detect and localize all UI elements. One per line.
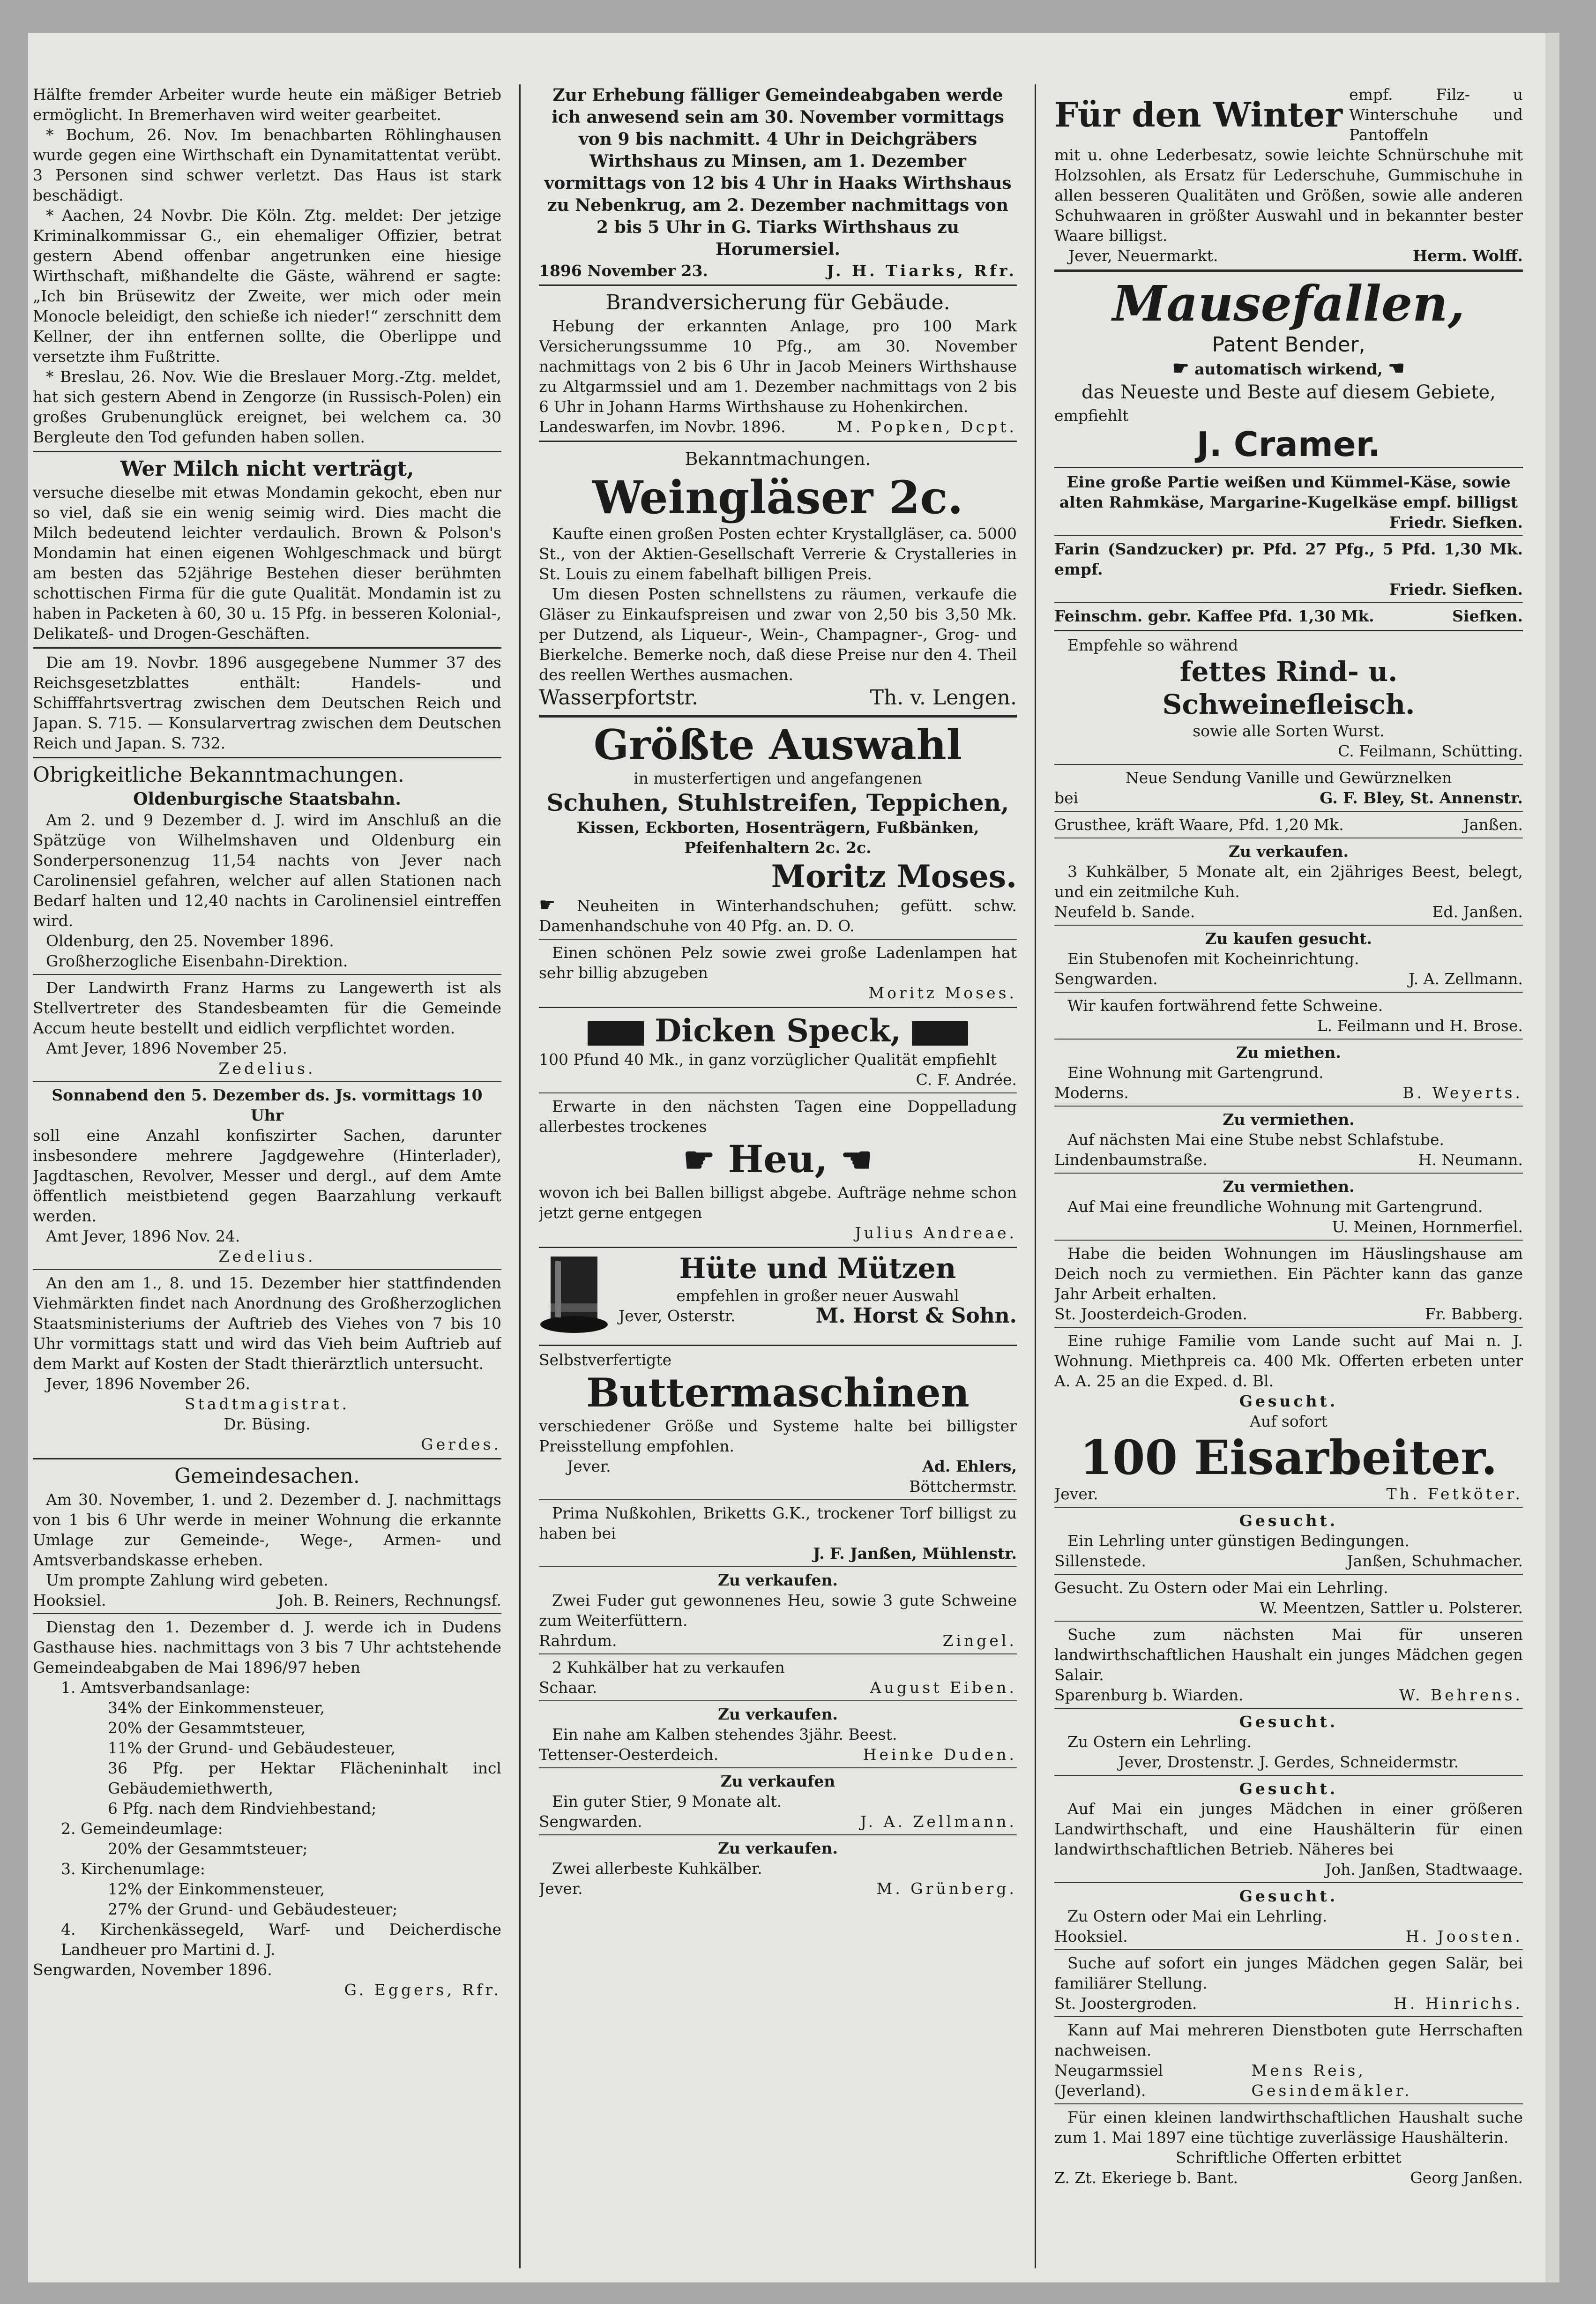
ad-headline: Wer Milch nicht verträgt, — [120, 457, 414, 481]
signature-row — [539, 1456, 1017, 1476]
divider — [33, 1458, 501, 1459]
ad-body: Erwarte in den nächsten Tagen eine Doppelladung allerbestes trockenes — [539, 1097, 1017, 1136]
ad-place: Z. Zt. Ekeriege b. Bant. — [1054, 2169, 1238, 2187]
ad-signature: J. F. Janßen, Mühlenstr. — [813, 1544, 1017, 1563]
divider — [33, 1081, 501, 1082]
divider — [1054, 1240, 1523, 1241]
ad-body: empfehlen in großer neuer Auswahl — [676, 1287, 959, 1305]
ad-pre: bei — [1054, 789, 1079, 807]
notice-body: Zur Erhebung fälliger Gemeindeabgaben werde ich anwesend sein am 30. November vormittags von 9 bis nachmitt. 4 Uhr in Deichgräbers Wirthshaus zu Minsen, am 1. Dezember vormittags von 12 bis 4 Uhr in Haaks Wirthshaus zu Nebenkrug, am 2. Dezember nachmittags von 2 bis 5 Uhr in G. Tiarks Wirthshaus zu Horumersiel. — [544, 85, 1012, 259]
signature-row — [539, 1631, 1017, 1651]
ad-place: Jever. — [1054, 1485, 1098, 1503]
signature-row — [539, 1878, 1017, 1899]
notice-body: Am 30. November, 1. und 2. Dezember d. J. nachmittags von 1 bis 6 Uhr werde in meiner Wohnung die erkannte Umlage zur Gemeinde-, Wege-, Armen- und Amtsverbandskasse erheben. — [33, 1490, 501, 1569]
divider — [539, 284, 1017, 286]
ad-body: Zu Ostern oder Mai ein Lehrling. — [1067, 1907, 1328, 1925]
signature-row — [1054, 902, 1523, 922]
tax-item: 20% der Gesammtsteuer; — [108, 1840, 308, 1858]
notice-signature: Zedelius. — [218, 1059, 316, 1077]
ad-body: 2 Kuhkälber hat zu verkaufen — [552, 1658, 785, 1676]
ad-signature: Julius Andreae. — [855, 1224, 1017, 1242]
notice-body: An den am 1., 8. und 15. Dezember hier stattfindenden Viehmärkten findet nach Anordnung des Großherzoglichen Staatsministeriums der Auftrieb des Viehes von 7 bis 10 Uhr vormittags statt und wird das Vieh beim Auftrieb auf dem Markt auf Kosten der Stadt thierärztlich untersucht. — [33, 1274, 501, 1373]
ad-signature: C. F. Andrée. — [916, 1070, 1017, 1089]
notice-headline: Sonnabend den 5. Dezember ds. Js. vormittags 10 Uhr — [52, 1086, 483, 1124]
ad-body: Feinschm. gebr. Kaffee Pfd. 1,30 Mk. — [1054, 607, 1374, 625]
ad-signature: Ad. Ehlers, — [922, 1457, 1017, 1475]
ad-headline: Gesucht. — [1239, 1511, 1338, 1530]
column-2 — [539, 84, 1017, 2268]
notice-body: Hebung der erkannten Anlage, pro 100 Mark Versicherungssumme 10 Pfg., am 30. November nachmittags von 2 bis 6 Uhr in Jacob Meiners Wirthshause zu Altgarmssiel und am 1. Dezember nachmittags von 2 bis 6 Uhr in Johann Harms Wirthshause zu Hohenkirchen. — [539, 317, 1017, 416]
notice-signature: Gerdes. — [421, 1435, 501, 1453]
signature-row — [1054, 1551, 1523, 1571]
divider — [1054, 1327, 1523, 1328]
divider — [539, 1834, 1017, 1835]
ad-subline — [1054, 358, 1523, 379]
column-rule — [519, 84, 521, 2268]
divider — [1054, 1106, 1523, 1107]
divider — [33, 647, 501, 649]
pointing-hand-icon: ☛ — [1172, 357, 1189, 379]
divider — [539, 1007, 1017, 1008]
ad-body: Suche zum nächsten Mai für unseren landwirthschaftlichen Haushalt ein junges Mädchen gegen Salair. — [1054, 1625, 1523, 1684]
notice-body: soll eine Anzahl konfiszirter Sachen, darunter insbesondere mehrere Jagdgewehre (Hinterlader), Jagdtaschen, Revolver, Messer und dergl., auf dem Amte öffentlich meistbietend gegen Baarzahlung verkauft werden. — [33, 1126, 501, 1225]
ad-signature: Zingel. — [942, 1631, 1017, 1650]
signature-row — [1054, 1993, 1523, 2013]
divider — [33, 1269, 501, 1270]
ad-signature: G. F. Bley, St. Annenstr. — [1320, 789, 1523, 807]
ad-body: Zwei allerbeste Kuhkälber. — [552, 1859, 762, 1878]
ad-body: Um diesen Posten schnellstens zu räumen, verkaufe die Gläser zu Einkaufspreisen und zwar von 2,50 bis 3,50 Mk. per Dutzend, als Liqueur-, Wein-, Champagner-, Grog- und Bierkelche. Bemerke noch, daß diese Preise nur den 4. Theil des reellen Werthes ausmachen. — [539, 585, 1017, 684]
ad-signature: M. Horst & Sohn. — [815, 1304, 1017, 1328]
hat-ad-text — [619, 1252, 1017, 1326]
signature-row — [1054, 1484, 1523, 1504]
column-3 — [1054, 84, 1523, 2268]
ad-place: Jever, Neuermarkt. — [1068, 247, 1218, 265]
ad-place: Neugarmssiel (Jeverland). — [1054, 2061, 1163, 2100]
signature-row — [1054, 815, 1523, 835]
notice-signature: Dr. Büsing. — [224, 1415, 311, 1433]
ad-body: 100 Pfund 40 Mk., in ganz vorzüglicher Qualität empfiehlt — [539, 1050, 997, 1069]
ad-place: St. Joosterdeich-Groden. — [1054, 1305, 1247, 1323]
ad-body: Ein guter Stier, 9 Monate alt. — [552, 1792, 782, 1810]
signature-row — [1054, 1083, 1523, 1103]
notice-body: Der Landwirth Franz Harms zu Langewerth ist als Stellvertreter des Standesbeamten für die Gemeinde Accum heute bestellt und eidlich verpflichtet worden. — [33, 979, 501, 1037]
divider — [1054, 1882, 1523, 1883]
tax-list — [33, 1677, 501, 1960]
ad-pre: Auf sofort — [1250, 1412, 1328, 1430]
notice-signature: Zedelius. — [218, 1247, 316, 1265]
divider — [1054, 1507, 1523, 1508]
divider — [1054, 602, 1523, 603]
ad-headline: Buttermaschinen — [586, 1369, 970, 1416]
ad-signature: Friedr. Siefken. — [1389, 580, 1523, 598]
signature-row — [539, 1677, 1017, 1698]
signature-row — [1054, 2168, 1523, 2188]
ad-headline: Weingläser 2c. — [592, 471, 963, 524]
winter-ad-head — [1054, 84, 1523, 145]
black-bar-ornament — [588, 1021, 644, 1046]
divider — [539, 441, 1017, 442]
ad-place: Neufeld b. Sande. — [1054, 903, 1195, 921]
ad-headline: Zu verkaufen. — [717, 1839, 838, 1857]
signature-row — [1054, 1926, 1523, 1946]
pointing-hand-icon: ☛ — [539, 894, 556, 916]
ad-body: Zu Ostern ein Lehrling. — [1067, 1733, 1252, 1751]
divider — [1054, 992, 1523, 993]
ad-headline: fettes Rind- u. Schweinefleisch. — [1162, 656, 1415, 720]
ad-body: Grusthee, kräft Waare, Pfd. 1,20 Mk. — [1054, 815, 1344, 834]
ad-signature: Janßen. — [1463, 815, 1523, 834]
ad-place: Moderns. — [1054, 1084, 1129, 1102]
ad-body: Prima Nußkohlen, Briketts G.K., trockener Torf billigst zu haben bei — [539, 1504, 1017, 1542]
ad-body: wovon ich bei Ballen billigst abgebe. Aufträge nehme schon jetzt gerne entgegen — [539, 1183, 1017, 1222]
ad-body: Gesucht. Zu Ostern oder Mai ein Lehrling. — [1054, 1578, 1388, 1597]
ad-headline: Gesucht. — [1239, 1780, 1338, 1798]
pointing-hand-icon: ☛ — [841, 1139, 873, 1181]
ad-body: Auf nächsten Mai eine Stube nebst Schlafstube. — [1067, 1130, 1445, 1149]
section-heading: Bekanntmachungen. — [685, 449, 871, 469]
divider — [539, 715, 1017, 718]
ad-signature: Georg Janßen. — [1410, 2169, 1523, 2187]
ad-headline: Zu verkaufen — [720, 1772, 835, 1790]
ad-signature: M. Grünberg. — [876, 1879, 1017, 1898]
divider — [1054, 1949, 1523, 1950]
ad-headline — [539, 1137, 1017, 1182]
ad-place: Rahrdum. — [539, 1631, 617, 1650]
ad-body: Eine große Partie weißen und Kümmel-Käse, sowie alten Rahmkäse, Margarine-Kugelkäse empf. billigst — [1059, 473, 1518, 511]
tax-item: 2. Gemeindeumlage: — [61, 1819, 223, 1838]
ad-body: Farin (Sandzucker) pr. Pfd. 27 Pfg., 5 Pfd. 1,30 Mk. empf. — [1054, 540, 1523, 578]
ad-place: Sengwarden. — [1054, 970, 1158, 988]
ad-body: mit u. ohne Lederbesatz, sowie leichte Schnürschuhe mit Holzsohlen, als Ersatz für Lederschuhe, Gummischuhe in allen besseren Qualitäten und Größen, sowie alle anderen Schuhwaaren in größter Auswahl und in bekannter bester Waare billigst. — [1054, 146, 1523, 245]
ad-place: Sillenstede. — [1054, 1552, 1146, 1570]
divider — [1054, 535, 1523, 536]
signature-row — [539, 261, 1017, 281]
ad-body: Suche auf sofort ein junges Mädchen gegen Salär, bei familiärer Stellung. — [1054, 1954, 1523, 1992]
signature-name: Joh. B. Reiners, Rechnungsf. — [277, 1591, 501, 1609]
ad-signature: Moritz Moses. — [771, 858, 1017, 895]
notice-signature: M. Popken, Dcpt. — [836, 418, 1017, 436]
ad-headline: Gesucht. — [1239, 1713, 1338, 1731]
tax-item: 6 Pfg. nach dem Rindviehbestand; — [108, 1799, 377, 1818]
divider — [539, 1499, 1017, 1500]
ad-signature: U. Meinen, Hornmerfiel. — [1332, 1218, 1523, 1236]
ad-place: Sengwarden. — [539, 1812, 642, 1831]
signature-row — [33, 1590, 501, 1610]
ad-body: 3 Kuhkälber, 5 Monate alt, ein 2jähriges Beest, belegt, und ein zeitmilche Kuh. — [1054, 862, 1523, 901]
ad-body: Neue Sendung Vanille und Gewürznelken — [1125, 769, 1452, 787]
notice-signature: G. Eggers, Rfr. — [344, 1981, 501, 1999]
ad-place: Jever. — [567, 1457, 611, 1475]
news-paragraph: * Aachen, 24 Novbr. Die Köln. Ztg. meldet: Der jetzige Kriminalkommissar G., ein ehemaliger Offizier, betrat gestern Abend offenbar angetrunken eine hiesige Wirthschaft, mißhandelte die Gäste, während er sagte: „Ich bin Brüsewitz der Zweite, wer mich oder mein Monocle beleidigt, den schieße ich nieder!“ zerschnitt dem Kellner, der ihn entfernen sollte, die Oberlippe und versetzte ihm Fußtritte. — [33, 206, 501, 366]
ad-body: Ein nahe am Kalben stehendes 3jähr. Beest. — [552, 1725, 897, 1743]
divider — [539, 939, 1017, 940]
section-heading: Obrigkeitliche Bekanntmachungen. — [33, 763, 404, 787]
notice-headline: Brandversicherung für Gebäude. — [605, 291, 950, 314]
signature-row — [1054, 1685, 1523, 1705]
divider — [1054, 467, 1523, 468]
page-edge — [1545, 33, 1559, 2282]
divider — [1054, 269, 1523, 272]
pointing-hand-icon: ☛ — [683, 1139, 715, 1181]
column-1 — [33, 84, 501, 2268]
ad-side-text: empf. Filz- u Winterschuhe und Pantoffeln — [1349, 85, 1523, 144]
divider — [1054, 1173, 1523, 1174]
ad-place: St. Joostergroden. — [1054, 1994, 1197, 2012]
tax-item: 11% der Grund- und Gebäudesteuer, — [108, 1739, 396, 1757]
signature-row — [619, 1306, 1017, 1326]
ad-signature: August Eiben. — [870, 1678, 1017, 1697]
ad-headline: Zu vermiethen. — [1223, 1110, 1355, 1129]
ad-body: verschiedener Größe und Systeme halte bei billigster Preisstellung empfohlen. — [539, 1417, 1017, 1455]
signature-row — [1054, 606, 1523, 626]
ad-subline: Patent Bender, — [1212, 333, 1365, 357]
ad-signature: W. Meentzen, Sattler u. Polsterer. — [1260, 1599, 1523, 1617]
notice-date: Sengwarden, November 1896. — [33, 1960, 272, 1979]
ad-signature: L. Feilmann und H. Brose. — [1317, 1017, 1523, 1035]
ad-place: Schaar. — [539, 1678, 597, 1697]
notice-body: Am 2. und 9 Dezember d. J. wird im Anschluß an die Spätzüge von Wilhelmshaven und Oldenburg ein Sonderpersonenzug 11,54 nachts von Jever nach Carolinensiel gefahren, welcher auf allen Stationen nach Bedarf halten und 12,40 nachts in Carolinensiel eintreffen wird. — [33, 811, 501, 930]
ad-subline: in musterfertigen und angefangenen — [634, 769, 922, 787]
signature-row — [1054, 788, 1523, 808]
divider — [1054, 764, 1523, 765]
notice-date: Jever, 1896 November 26. — [46, 1375, 251, 1393]
divider — [1054, 1621, 1523, 1622]
notice-date: Amt Jever, 1896 November 25. — [46, 1039, 288, 1057]
newspaper-page — [28, 33, 1559, 2282]
ad-body: Kaufte einen großen Posten echter Krystallgläser, ca. 5000 St., von der Aktien-Gesellschaft Verrerie & Crystalleries in St. Louis zu einem fabelhaft billigen Preis. — [539, 524, 1017, 583]
ad-headline: Für den Winter — [1054, 94, 1343, 135]
notice-signature: Stadtmagistrat. — [185, 1395, 350, 1413]
hat-ad — [539, 1252, 1017, 1341]
ad-body: Ein Stubenofen mit Kocheinrichtung. — [1067, 950, 1359, 968]
ad-signature: C. Feilmann, Schütting. — [1338, 742, 1523, 760]
ad-place: Wasserpfortstr. — [539, 686, 698, 710]
ad-signature: Joh. Janßen, Stadtwaage. — [1325, 1860, 1523, 1878]
tax-item: 3. Kirchenumlage: — [61, 1860, 206, 1878]
ad-pre: empfiehlt — [1054, 406, 1129, 425]
tax-item: 34% der Einkommensteuer, — [108, 1698, 325, 1717]
signature-row — [1054, 2060, 1523, 2101]
ad-headline: Zu miethen. — [1236, 1043, 1341, 1062]
ad-signature: J. Cramer. — [1196, 425, 1381, 464]
notice-body: Dienstag den 1. Dezember d. J. werde ich in Dudens Gasthause hies. nachmittags von 3 bis 7 Uhr achtstehende Gemeindeabgaben de Mai 1896/97 heben — [33, 1618, 501, 1676]
signature-row — [1054, 246, 1523, 266]
divider — [539, 1092, 1017, 1093]
divider — [1054, 1574, 1523, 1575]
notice-date: Amt Jever, 1896 Nov. 24. — [46, 1227, 240, 1245]
divider — [539, 1247, 1017, 1248]
ad-signature: H. Hinrichs. — [1394, 1994, 1523, 2012]
news-paragraph: * Bochum, 26. Nov. Im benachbarten Röhlinghausen wurde gegen eine Wirthschaft ein Dynamitattentat verübt. 3 Personen sind schwer verletzt. Das Haus ist stark beschädigt. — [33, 126, 501, 204]
notice-date: Oldenburg, den 25. November 1896. — [46, 932, 334, 950]
ad-note — [539, 895, 1017, 936]
tax-item: 1. Amtsverbandsanlage: — [61, 1678, 251, 1697]
tax-item: 27% der Grund- und Gebäudesteuer; — [108, 1900, 398, 1918]
tax-item: 20% der Gesammtsteuer, — [108, 1719, 306, 1737]
ad-pre: Empfehle so während — [1067, 636, 1238, 654]
ad-body: Schriftliche Offerten erbittet — [1176, 2148, 1402, 2167]
news-paragraph: Hälfte fremder Arbeiter wurde heute ein mäßiger Betrieb ermöglicht. In Bremerhaven wird weiter gearbeitet. — [33, 85, 501, 124]
ad-signature: Moritz Moses. — [868, 984, 1017, 1002]
ad-headline-text: Heu, — [728, 1137, 828, 1181]
ad-signature: Böttchermstr. — [909, 1477, 1017, 1496]
black-bar-ornament — [912, 1021, 968, 1046]
divider — [1054, 2016, 1523, 2017]
ad-body: Auf Mai ein junges Mädchen in einer größeren Landwirthschaft, und eine Haushälterin für einen landwirthschaftlichen Betrieb. Näheres bei — [1054, 1800, 1523, 1858]
ad-signature: Mens Reis, Gesindemäkler. — [1251, 2061, 1412, 2100]
notice-date: 1896 November 23. — [539, 262, 708, 280]
signature-row — [539, 1744, 1017, 1765]
ad-signature: Friedr. Siefken. — [1389, 513, 1523, 531]
ad-signature: W. Behrens. — [1399, 1686, 1523, 1704]
divider — [33, 757, 501, 758]
divider — [539, 1767, 1017, 1768]
notice-signature: Großherzogliche Eisenbahn-Direktion. — [46, 952, 348, 970]
divider — [539, 1345, 1017, 1346]
ad-body: Einen schönen Pelz sowie zwei große Ladenlampen hat sehr billig abzugeben — [539, 943, 1017, 982]
ad-body: Eine Wohnung mit Gartengrund. — [1067, 1063, 1324, 1082]
ad-place: Jever. — [539, 1879, 583, 1898]
ad-headline: Zu kaufen gesucht. — [1205, 929, 1372, 948]
ad-headline: Gesucht. — [1239, 1887, 1338, 1905]
ad-signature: Janßen, Schuhmacher. — [1347, 1552, 1523, 1570]
news-paragraph: * Breslau, 26. Nov. Wie die Breslauer Morg.-Ztg. meldet, hat sich gestern Abend in Zengorze (in Russisch-Polen) ein großes Grubenunglück ereignet, bei welchem ca. 30 Bergleute den Tod gefunden haben sollen. — [33, 367, 501, 446]
ad-headline: Zu vermiethen. — [1223, 1177, 1355, 1196]
ad-place: Lindenbaumstraße. — [1054, 1151, 1208, 1169]
ad-signature: Siefken. — [1452, 607, 1523, 625]
ad-headline: 100 Eisarbeiter. — [1080, 1430, 1498, 1485]
ad-place: Tettenser-Oesterdeich. — [539, 1745, 719, 1764]
ad-signature: Heinke Duden. — [863, 1745, 1017, 1764]
signature-row — [1054, 969, 1523, 989]
divider — [1054, 925, 1523, 926]
ad-pre: Selbstverfertigte — [539, 1351, 672, 1369]
ad-signature: Jever, Drostenstr. J. Gerdes, Schneidermstr. — [1118, 1753, 1459, 1771]
ad-body: Ein Lehrling unter günstigen Bedingungen. — [1067, 1532, 1410, 1550]
ad-note-text: Neuheiten in Winterhandschuhen; gefütt. schw. Damenhandschuhe von 40 Pfg. an. D. O. — [539, 897, 1017, 935]
divider — [1054, 1775, 1523, 1776]
ad-signature: H. Neumann. — [1418, 1151, 1523, 1169]
top-hat-icon — [539, 1252, 609, 1341]
ad-signature: Fr. Babberg. — [1424, 1305, 1523, 1323]
ad-body: Wir kaufen fortwährend fette Schweine. — [1067, 996, 1383, 1015]
divider — [33, 1613, 501, 1614]
tax-item: 4. Kirchenkässegeld, Warf- und Deicherdische Landheuer pro Martini d. J. — [61, 1920, 501, 1959]
divider — [539, 1566, 1017, 1567]
divider — [33, 974, 501, 975]
ad-signature: B. Weyerts. — [1402, 1084, 1523, 1102]
signature-row — [1054, 1150, 1523, 1170]
ad-subline-text: automatisch wirkend, — [1194, 360, 1383, 378]
notice-date: Landeswarfen, im Novbr. 1896. — [539, 418, 786, 436]
divider — [1054, 1039, 1523, 1040]
ad-signature: J. A. Zellmann. — [1409, 970, 1523, 988]
section-heading: Gemeindesachen. — [174, 1464, 360, 1488]
divider — [1054, 2103, 1523, 2104]
tax-item: 36 Pfg. per Hektar Flächeninhalt incl Gebäudemiethwerth, — [108, 1759, 501, 1797]
ad-place: Hooksiel. — [1054, 1927, 1128, 1945]
divider — [539, 1700, 1017, 1701]
ad-items: Kissen, Eckborten, Hosenträgern, Fußbänken, Pfeifenhaltern 2c. 2c. — [576, 818, 979, 857]
notice-headline: Oldenburgische Staatsbahn. — [133, 789, 401, 809]
ad-headline: Hüte und Mützen — [679, 1252, 956, 1285]
ad-body: Zwei Fuder gut gewonnenes Heu, sowie 3 gute Schweine zum Weiterfüttern. — [539, 1591, 1017, 1630]
ad-headline: Gesucht. — [1239, 1392, 1338, 1410]
divider — [1054, 1708, 1523, 1709]
ad-headline — [539, 1012, 1017, 1049]
ad-place: Jever, Osterstr. — [619, 1307, 736, 1325]
ad-body: Habe die beiden Wohnungen im Häuslingshause am Deich noch zu vermiethen. Ein Pächter kann das ganze Jahr Arbeit erhalten. — [1054, 1244, 1523, 1303]
ad-body: das Neueste und Beste auf diesem Gebiete, — [1081, 382, 1496, 403]
ad-body: Eine ruhige Familie vom Lande sucht auf Mai n. J. Wohnung. Miethpreis ca. 400 Mk. Offerten erbeten unter A. A. 25 an die Exped. d. Bl. — [1054, 1332, 1523, 1390]
signature-row — [539, 1811, 1017, 1832]
ad-body: Auf Mai eine freundliche Wohnung mit Gartengrund. — [1067, 1197, 1483, 1216]
notice-signature: J. H. Tiarks, Rfr. — [827, 262, 1017, 280]
notice-body: Die am 19. Novbr. 1896 ausgegebene Nummer 37 des Reichsgesetzblattes enthält: Handels- und Schifffahrtsvertrag zwischen dem Deutschen Reich und Japan. S. 715. — Konsularvertrag zwischen dem Deutschen Reich und Japan. S. 732. — [33, 653, 501, 752]
ad-headline-text: Dicken Speck, — [655, 1012, 901, 1049]
ad-signature: Ed. Janßen. — [1432, 903, 1523, 921]
column-rule — [1035, 84, 1036, 2268]
ad-signature: Th. Fetköter. — [1386, 1485, 1523, 1503]
ad-signature: J. A. Zellmann. — [860, 1812, 1017, 1831]
ad-body: Für einen kleinen landwirthschaftlichen Haushalt suche zum 1. Mai 1897 eine tüchtige zuverlässige Haushälterin. — [1054, 2108, 1523, 2147]
ad-headline: Zu verkaufen. — [717, 1705, 838, 1723]
ad-body: versuche dieselbe mit etwas Mondamin gekocht, eben nur so viel, daß sie ein wenig seimig wird. Dies macht die Milch bedeutend leichter verdaulich. Brown & Polson's Mondamin hat einen eigenen Wohlgeschmack und bürgt am besten das 52jährige Bestehen dieser berühmten schottischen Firma für die gute Qualität. Mondamin ist zu haben in Packeten à 60, 30 u. 15 Pfg. in besseren Kolonial-, Delikateß- und Drogen-Geschäften. — [33, 483, 501, 643]
ad-signature: Herm. Wolff. — [1413, 247, 1523, 265]
notice-body: Um prompte Zahlung wird gebeten. — [46, 1571, 328, 1589]
ad-items: Schuhen, Stuhlstreifen, Teppichen, — [546, 789, 1009, 816]
ad-signature: H. Joosten. — [1405, 1927, 1523, 1945]
ad-headline: Größte Auswahl — [593, 720, 962, 769]
divider — [539, 1653, 1017, 1654]
tax-item: 12% der Einkommensteuer, — [108, 1880, 325, 1898]
ad-headline: Mausefallen, — [1112, 275, 1465, 332]
signature-row — [1054, 1304, 1523, 1324]
signature-row — [539, 685, 1017, 711]
ad-signature: Th. v. Lengen. — [870, 686, 1017, 710]
signature-place: Hooksiel. — [33, 1591, 106, 1609]
pointing-hand-icon: ☛ — [1388, 357, 1405, 379]
ad-place: Sparenburg b. Wiarden. — [1054, 1686, 1244, 1704]
divider — [1054, 811, 1523, 812]
ad-headline: Zu verkaufen. — [717, 1571, 838, 1589]
ad-body: Kann auf Mai mehreren Dienstboten gute Herrschaften nachweisen. — [1054, 2021, 1523, 2059]
signature-row — [539, 417, 1017, 437]
divider — [33, 451, 501, 452]
divider — [1054, 630, 1523, 631]
ad-headline: Zu verkaufen. — [1228, 842, 1349, 860]
ad-subline: sowie alle Sorten Wurst. — [1193, 722, 1385, 740]
